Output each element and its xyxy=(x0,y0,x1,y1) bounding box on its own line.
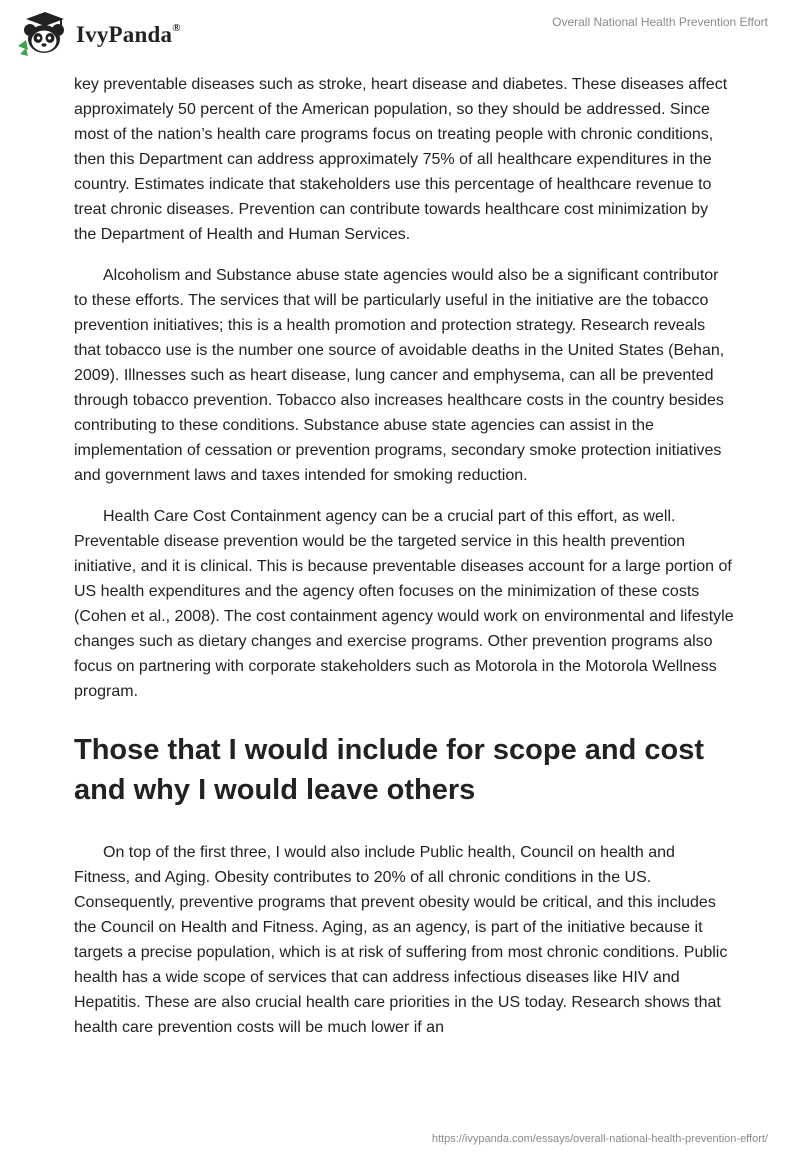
paragraph: Health Care Cost Containment agency can be a crucial part of this effort, as well. Preventable disease prevention would be the targeted service in this health prevention initiative, and it is clinical. This is because preventable diseases account for a large portion of US health expenditures and the agency often focuses on the minimization of these costs (Cohen et al., 2008). The cost containment agency would work on environmental and lifestyle changes such as dietary changes and exercise programs. Other prevention programs also focus on partnering with corporate stakeholders such as Motorola in the Motorola Wellness program. xyxy=(74,508,734,700)
paragraph: On top of the first three, I would also include Public health, Council on health and Fitness, and Aging. Obesity contributes to 20% of all chronic conditions in the US. Consequently, preventive programs that prevent obesity would be critical, and this includes the Council on Health and Fitness. Aging, as an agency, is part of the initiative because it targets a precise population, which is at risk of suffering from most chronic conditions. Public health has a wide scope of services that can address infectious diseases like HIV and Hepatitis. These are also crucial health care priorities in the US today. Research shows that health care prevention costs will be much lower if an xyxy=(74,844,728,1036)
paragraph: Alcoholism and Substance abuse state agencies would also be a significant contributor to these efforts. The services that will be particularly useful in the initiative are the tobacco prevention initiatives; this is a health promotion and protection strategy. Research reveals that tobacco use is the number one source of avoidable deaths in the United States (Behan, 2009). Illnesses such as heart disease, lung cancer and emphysema, can all be prevented through tobacco prevention. Tobacco also increases healthcare costs in the country besides contributing to these conditions. Substance abuse state agencies can assist in the implementation of cessation or prevention programs, secondary smoke protection initiatives and government laws and taxes intended for smoking reduction. xyxy=(74,267,725,484)
paragraph: key preventable diseases such as stroke, heart disease and diabetes. These diseases affect approximately 50 percent of the American population, so they should be addressed. Since most of the nation’s health care programs focus on treating people with chronic conditions, then this Department can address approximately 75% of all healthcare expenditures in the country. Estimates indicate that stakeholders use this percentage of healthcare revenue to treat chronic diseases. Prevention can contribute towards healthcare cost minimization by the Department of Health and Human Services. xyxy=(74,76,728,243)
brand-logo[interactable] xyxy=(14,10,181,58)
section-heading: Those that I would include for scope and cost and why I would leave others xyxy=(74,734,704,806)
page-header xyxy=(0,0,800,70)
essay-body xyxy=(74,72,734,1056)
source-url[interactable]: https://ivypanda.com/essays/overall-national-health-prevention-effort/ xyxy=(431,1133,768,1145)
brand-name: IvyPanda® xyxy=(76,22,181,47)
panda-graduate-logo-icon xyxy=(14,10,72,58)
running-title: Overall National Health Prevention Effort xyxy=(552,15,768,29)
